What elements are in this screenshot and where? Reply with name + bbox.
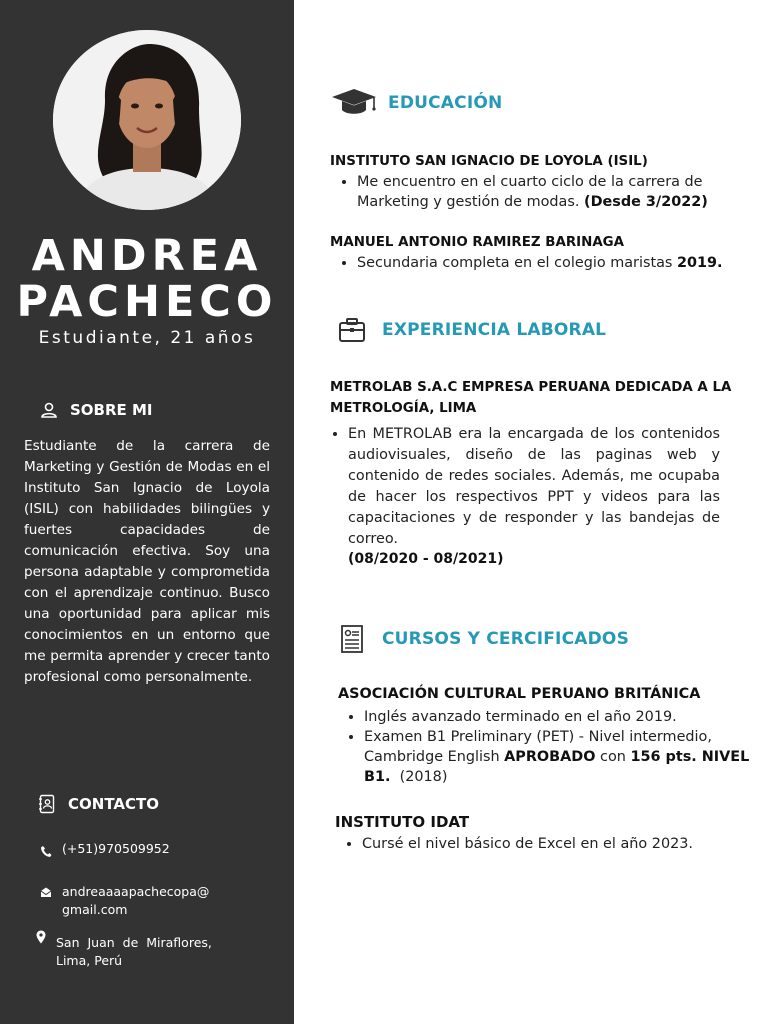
- list-item: • Cursé el nivel básico de Excel en el año 2023.: [362, 834, 762, 854]
- envelope-icon: [40, 886, 52, 898]
- list-item: • Me encuentro en el cuarto ciclo de la carrera de Marketing y gestión de modas. (Desde 3/2022): [357, 172, 757, 212]
- list-item: • En METROLAB era la encargada de los contenidos audiovisuales, diseño de las paginas web y contenido de redes sociales. Además, me ocupaba de hacer los respectivos PPT y videos para las capacitaciones y de responder y las bandejas de correo.: [348, 424, 720, 550]
- location-pin-icon: [36, 930, 46, 944]
- avatar-illustration: [53, 30, 241, 210]
- about-heading: [40, 401, 153, 419]
- email-line-1: andreaaaapachecopa@: [62, 884, 210, 899]
- experience-dates: (08/2020 - 08/2021): [348, 551, 504, 567]
- briefcase-icon: [338, 317, 366, 343]
- education-entry-list-2: [331, 253, 768, 273]
- education-section-title: [330, 88, 502, 118]
- user-icon: [40, 401, 58, 419]
- about-text: Estudiante de la carrera de Marketing y Gestión de Modas en el Instituto San Ignacio de Loyola (ISIL) con habilidades bilingües y fuertes capacidades de comunicación efectiva. Soy una persona adaptable y comprometida con el aprendizaje continuo. Busco una oportunidad para aplicar mis conocimientos en un entorno que me permita aprender y crecer tanto profesional como personalmente.: [24, 438, 270, 685]
- education-heading: EDUCACIÓN: [388, 93, 503, 113]
- education-entry-title-1: INSTITUTO SAN IGNACIO DE LOYOLA (ISIL): [330, 154, 648, 169]
- sidebar: [0, 0, 294, 1024]
- experience-entry-title-1: METROLAB S.A.C EMPRESA PERUANA DEDICADA A LA METROLOGÍA, LIMA: [330, 380, 732, 416]
- address-text: [56, 934, 234, 970]
- courses-entry-list-2: [336, 834, 762, 854]
- email-address[interactable]: [62, 883, 209, 919]
- phone-number[interactable]: (+51)970509952: [62, 841, 170, 856]
- phone-icon: [40, 844, 52, 858]
- courses-entry-title-2: INSTITUTO IDAT: [335, 813, 470, 831]
- education-entry-title-2: MANUEL ANTONIO RAMIREZ BARINAGA: [330, 235, 625, 250]
- profile-subtitle: Estudiante, 21 años: [38, 328, 256, 348]
- contact-address: [36, 930, 234, 970]
- last-name: PACHECO: [16, 277, 278, 327]
- courses-heading: CURSOS Y CERCIFICADOS: [382, 629, 630, 649]
- contact-book-icon: [38, 794, 56, 814]
- courses-entry-list-1: [338, 707, 754, 787]
- about-heading-label: SOBRE MI: [70, 401, 153, 419]
- education-entry-list-1: [331, 172, 757, 212]
- contact-email: [40, 883, 209, 919]
- profile-photo: [53, 30, 241, 210]
- certificate-document-icon: [338, 624, 366, 654]
- list-item: • Secundaria completa en el colegio maristas 2019.: [357, 253, 768, 273]
- contact-phone: [40, 840, 170, 858]
- courses-section-title: [338, 624, 629, 654]
- contact-heading: [38, 794, 159, 814]
- address-line-1: San Juan de Miraflores,: [56, 935, 212, 950]
- contact-heading-label: CONTACTO: [68, 795, 159, 813]
- list-item: • Inglés avanzado terminado en el año 2019.: [364, 707, 754, 727]
- graduation-cap-icon: [330, 88, 378, 118]
- list-item: • Examen B1 Preliminary (PET) - Nivel intermedio, Cambridge English APROBADO con 156 pts. NIVEL B1. (2018): [364, 727, 754, 787]
- experience-entry-list-1: [322, 424, 720, 550]
- courses-entry-title-1: ASOCIACIÓN CULTURAL PERUANO BRITÁNICA: [338, 686, 701, 702]
- experience-heading: EXPERIENCIA LABORAL: [382, 320, 607, 340]
- email-line-2: gmail.com: [62, 902, 128, 917]
- first-name: ANDREA: [31, 231, 263, 281]
- experience-section-title: [338, 317, 606, 343]
- address-line-2: Lima, Perú: [56, 953, 123, 968]
